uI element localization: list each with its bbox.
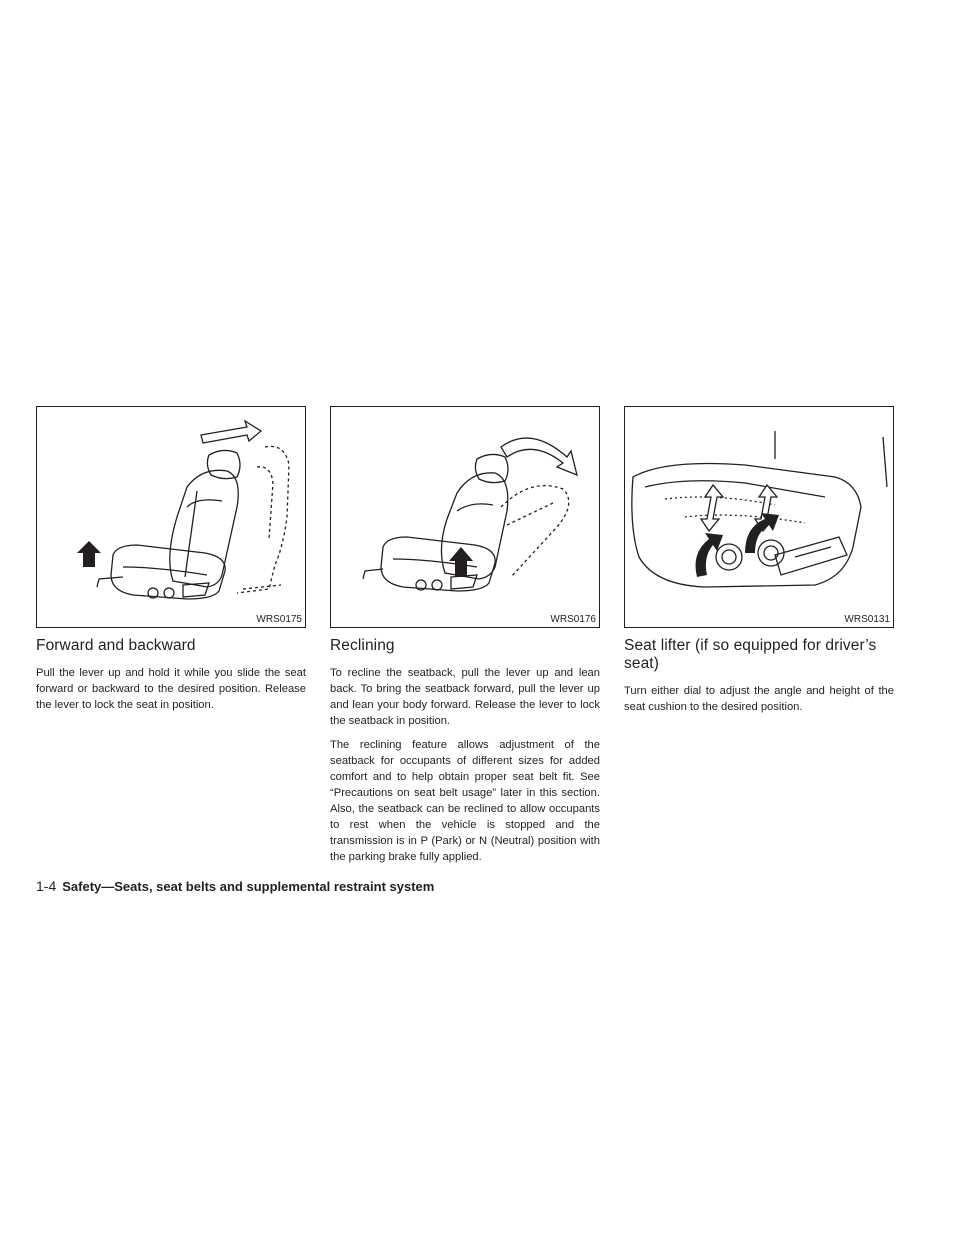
section-heading: Seat lifter (if so equipped for driver’s seat) — [624, 637, 877, 672]
body-paragraph: Turn either dial to adjust the angle and height of the seat cushion to the desired position. — [624, 685, 894, 713]
body-paragraph: The reclining feature allows adjustment of the seatback for occupants of different sizes for added comfort and to help obtain proper seat belt fit. See “Precautions on seat belt usage” later in this section. Also, the seatback can be reclined to allow occupants to rest when the vehicle is stopped and the transmission is in P (Park) or N (Neutral) position with the parking brake fully applied. — [330, 739, 600, 863]
page-number: 1-4 — [36, 878, 57, 894]
section-seat-lifter — [624, 406, 894, 715]
footer-section-title: Safety—Seats, seat belts and supplemental restraint system — [62, 879, 435, 894]
seat-lifter-illustration — [624, 406, 894, 628]
figure-code: WRS0176 — [550, 614, 596, 625]
section-heading: Reclining — [330, 637, 395, 654]
section-heading: Forward and backward — [36, 637, 196, 654]
body-paragraph: Pull the lever up and hold it while you slide the seat forward or backward to the desired position. Release the lever to lock the seat in position. — [36, 667, 306, 711]
figure-code: WRS0175 — [256, 614, 302, 625]
seat-slide-illustration — [36, 406, 306, 628]
section-forward-backward — [36, 406, 306, 713]
seat-recline-drawing — [331, 407, 599, 627]
seat-lifter-drawing — [625, 407, 893, 627]
section-reclining — [330, 406, 600, 865]
seat-recline-illustration — [330, 406, 600, 628]
seat-slide-drawing — [37, 407, 305, 627]
body-paragraph: To recline the seatback, pull the lever up and lean back. To bring the seatback forward, pull the lever up and lean your body forward. Release the lever to lock the seatback in position. — [330, 667, 600, 727]
page-footer — [36, 878, 434, 896]
figure-code: WRS0131 — [844, 614, 890, 625]
